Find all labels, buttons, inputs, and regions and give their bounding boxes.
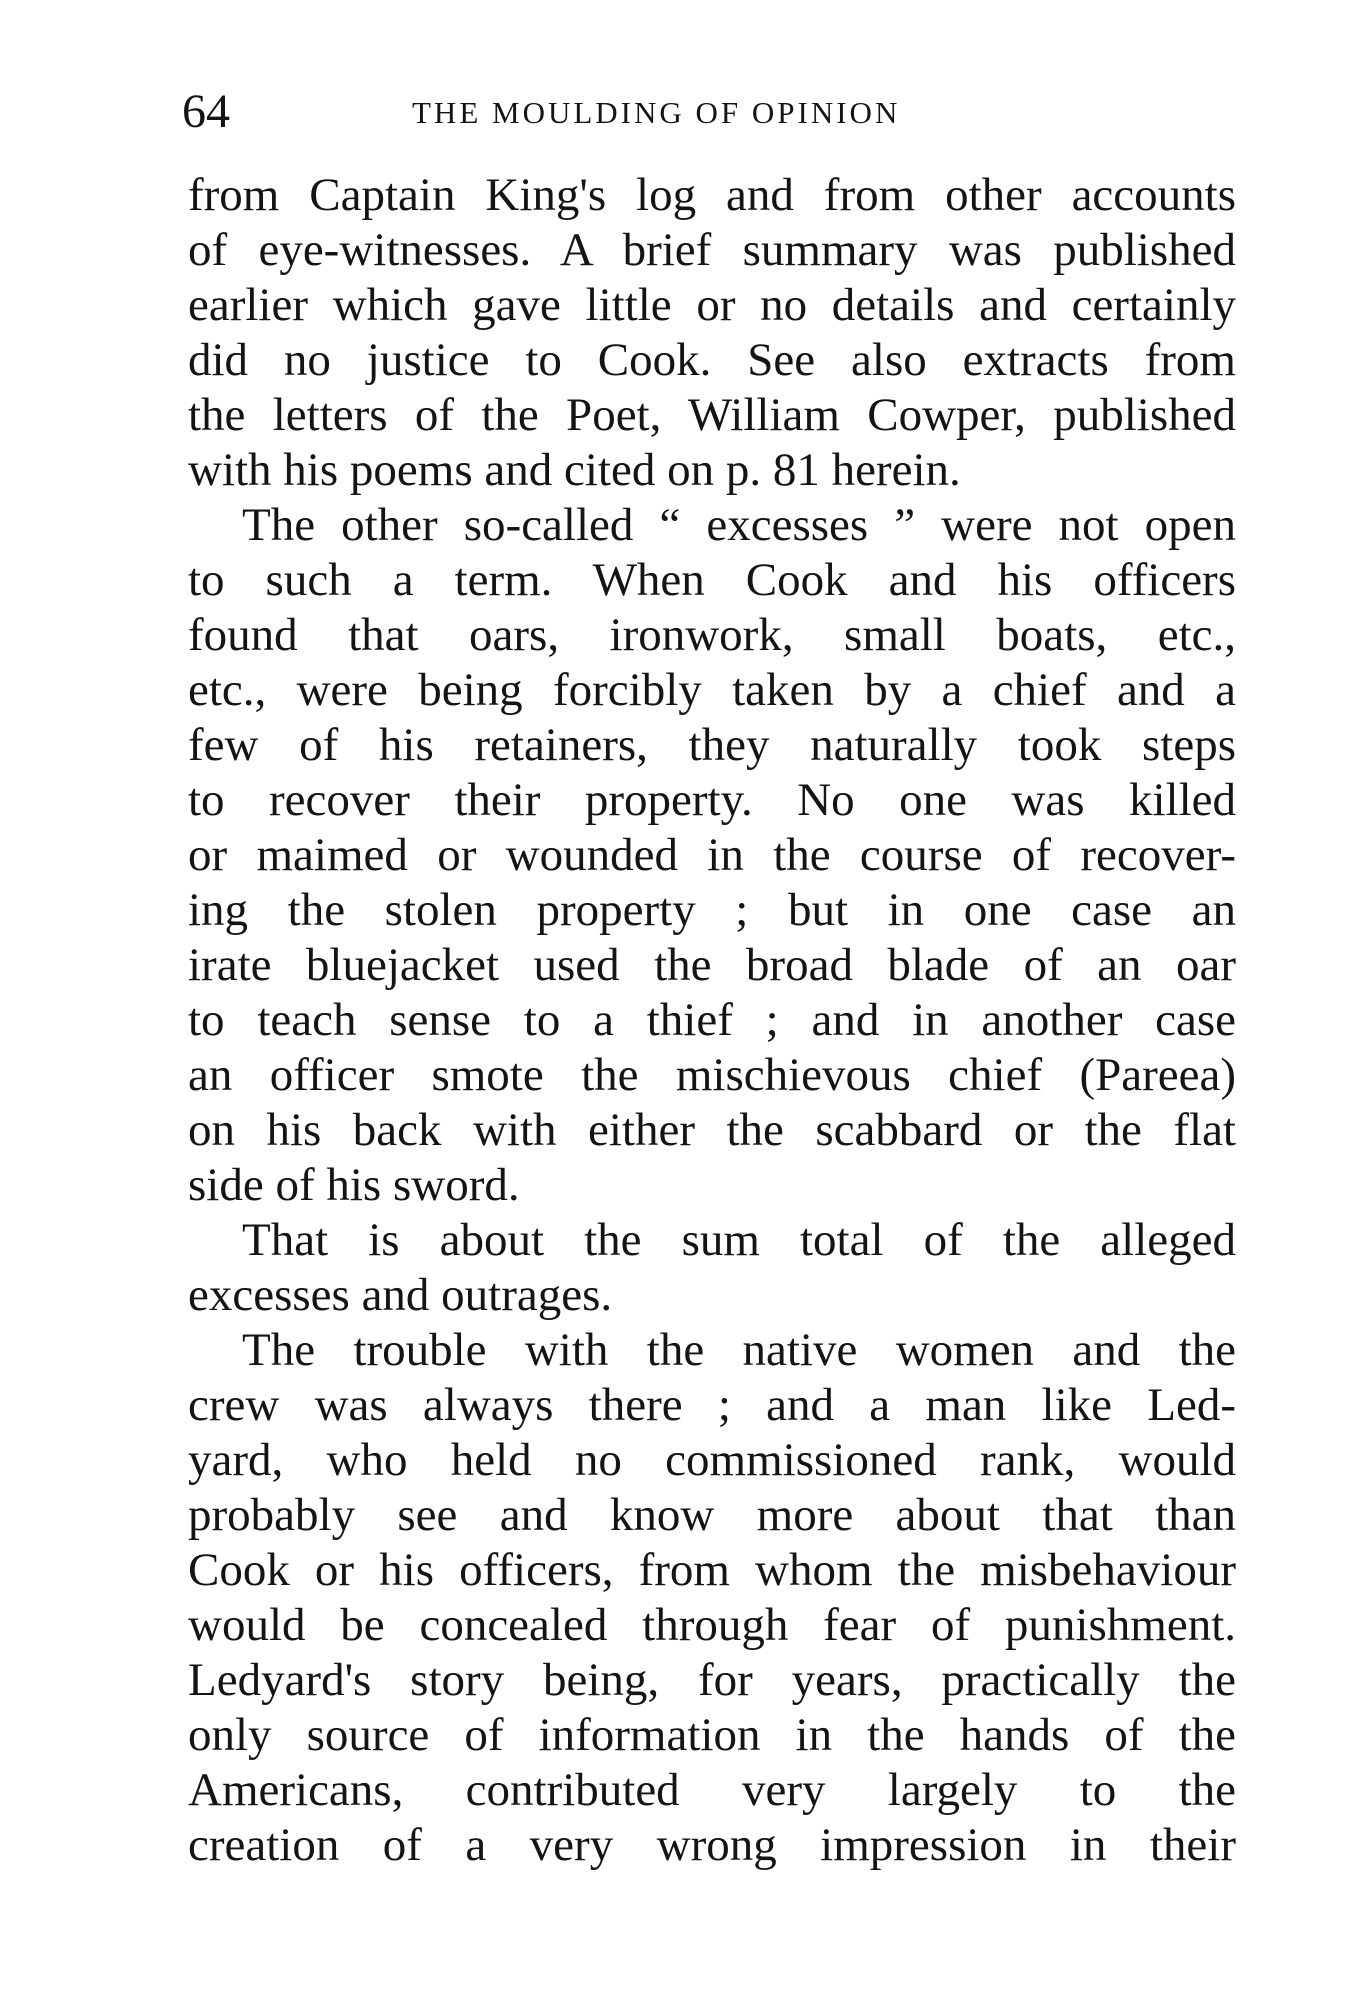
paragraph-1 [188, 168, 1236, 498]
text-line: creation of a very wrong impression in their [188, 1819, 1236, 1871]
text-line: That is about the sum total of the alleged [242, 1214, 1236, 1266]
text-line: on his back with either the scabbard or the flat [188, 1104, 1236, 1156]
paragraph-4 [188, 1323, 1236, 1873]
text-line: an officer smote the mischievous chief (Pareea) [188, 1049, 1236, 1101]
running-title: THE MOULDING OF OPINION [412, 95, 901, 130]
text-line: to such a term. When Cook and his officers [188, 554, 1236, 606]
text-line: ing the stolen property ; but in one case an [188, 884, 1236, 936]
text-line: probably see and know more about that than [188, 1489, 1236, 1541]
text-line: excesses and outrages. [188, 1269, 613, 1321]
text-line: or maimed or wounded in the course of recover- [188, 829, 1236, 881]
text-line: crew was always there ; and a man like Led- [188, 1379, 1236, 1431]
text-line: The trouble with the native women and the [242, 1324, 1236, 1376]
body-text [188, 168, 1236, 1873]
text-line: etc., were being forcibly taken by a chief and a [188, 664, 1236, 716]
page-number: 64 [182, 85, 230, 138]
text-line: only source of information in the hands of the [188, 1709, 1236, 1761]
text-line: to recover their property. No one was killed [188, 774, 1236, 826]
paragraph-3 [188, 1213, 1236, 1323]
text-line: the letters of the Poet, William Cowper, published [188, 389, 1236, 441]
running-head [182, 84, 1192, 140]
text-line: Ledyard's story being, for years, practically the [188, 1654, 1236, 1706]
text-line: few of his retainers, they naturally took steps [188, 719, 1236, 771]
text-line: side of his sword. [188, 1159, 520, 1211]
text-line: from Captain King's log and from other accounts [188, 169, 1236, 221]
text-line: would be concealed through fear of punishment. [188, 1599, 1236, 1651]
text-line: to teach sense to a thief ; and in another case [188, 994, 1236, 1046]
text-line: Cook or his officers, from whom the misbehaviour [188, 1544, 1236, 1596]
text-line: yard, who held no commissioned rank, would [188, 1434, 1236, 1486]
text-line: of eye-witnesses. A brief summary was published [188, 224, 1236, 276]
text-line: The other so-called “ excesses ” were not open [242, 499, 1236, 551]
text-line: with his poems and cited on p. 81 herein. [188, 444, 961, 496]
paragraph-2 [188, 498, 1236, 1213]
text-line: Americans, contributed very largely to the [188, 1764, 1236, 1816]
text-line: irate bluejacket used the broad blade of an oar [188, 939, 1236, 991]
text-line: found that oars, ironwork, small boats, etc., [188, 609, 1236, 661]
text-line: earlier which gave little or no details and certainly [188, 279, 1236, 331]
text-line: did no justice to Cook. See also extracts from [188, 334, 1236, 386]
